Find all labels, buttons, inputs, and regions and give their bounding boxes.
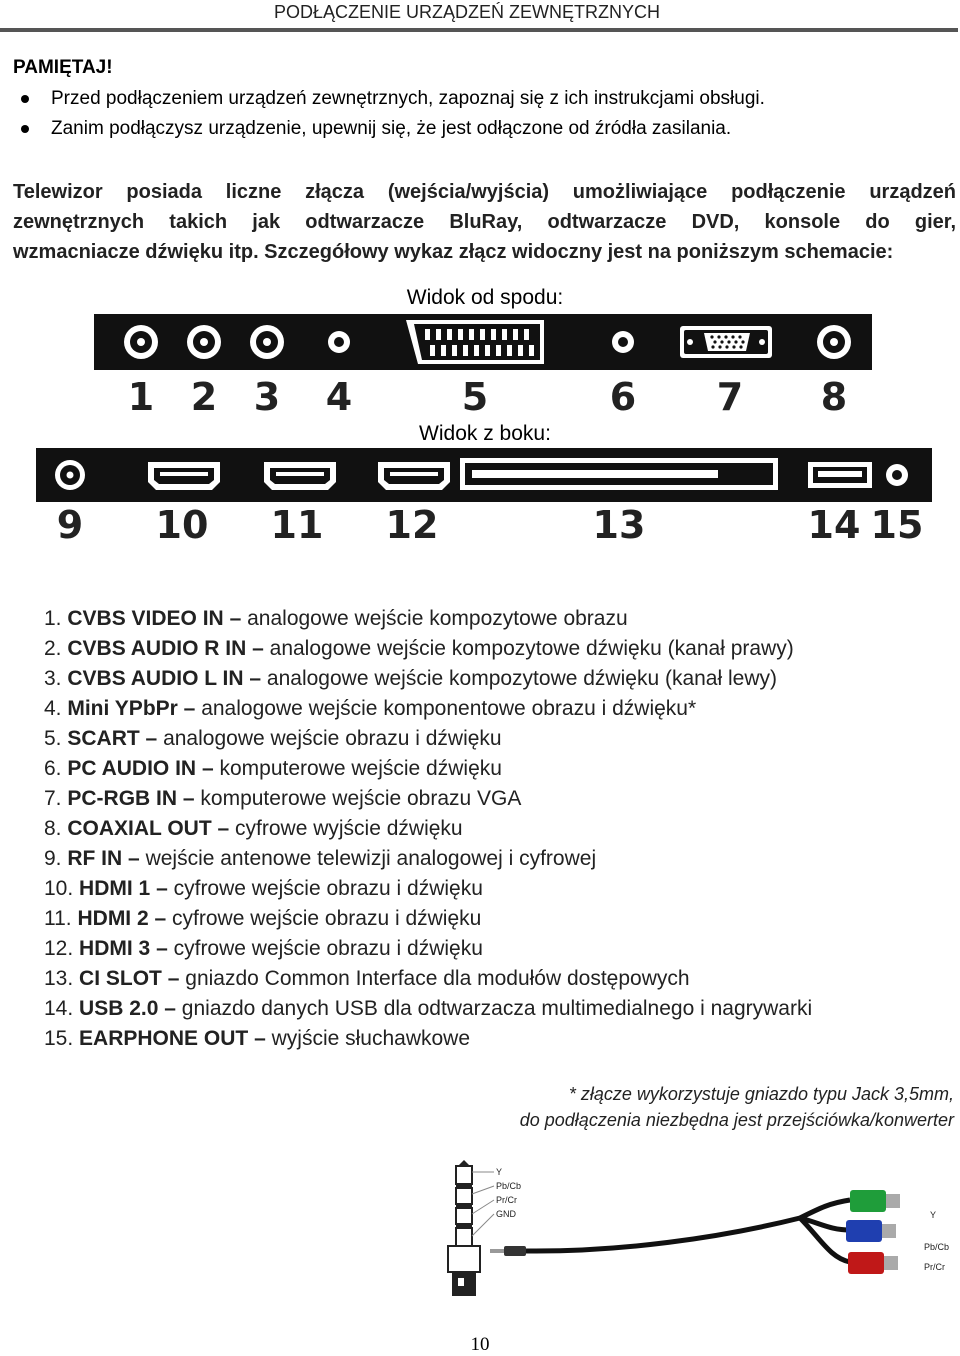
hdmi-1-socket-icon <box>148 462 220 490</box>
connector-number: 3 <box>253 375 281 419</box>
list-item: 10. HDMI 1 – cyfrowe wejście obrazu i dźwięku <box>44 877 483 900</box>
side-view-caption: Widok z boku: <box>419 422 551 445</box>
list-item: 7. PC-RGB IN – komputerowe wejście obrazu VGA <box>44 787 522 810</box>
ypbpr-adapter-cable-image <box>420 1158 950 1308</box>
list-item: 13. CI SLOT – gniazdo Common Interface dla modułów dostępowych <box>44 967 690 990</box>
hdmi-2-socket-icon <box>264 462 336 490</box>
jack-pin-label: Pr/Cr <box>496 1195 517 1205</box>
connector-number: 12 <box>385 503 439 547</box>
reminder-bullet <box>13 118 731 140</box>
connector-number: 2 <box>190 375 218 419</box>
rca-plug-green-icon <box>850 1190 900 1212</box>
connector-number: 5 <box>461 375 489 419</box>
connector-number: 11 <box>270 503 324 547</box>
connector-number: 1 <box>127 375 155 419</box>
jack-pin-label: Y <box>496 1167 503 1177</box>
intro-line: wzmacniacze dźwięku itp. Szczegółowy wykaz złącz widoczny jest na poniższym schemacie: <box>13 241 894 263</box>
jack-pin-label: GND <box>496 1209 516 1219</box>
hdmi-3-socket-icon <box>378 462 450 490</box>
footnote-line: * złącze wykorzystuje gniazdo typu Jack 3,5mm, <box>568 1084 954 1104</box>
connector-number: 14 <box>807 503 861 547</box>
list-item: 8. COAXIAL OUT – cyfrowe wyjście dźwięku <box>44 817 463 840</box>
rca-jack-3-icon <box>250 325 284 359</box>
rca-plug-red-icon <box>848 1252 898 1274</box>
list-item: 15. EARPHONE OUT – wyjście słuchawkowe <box>44 1027 471 1050</box>
ci-slot-icon <box>460 458 778 490</box>
list-item: 11. HDMI 2 – cyfrowe wejście obrazu i dźwięku <box>44 907 482 930</box>
scart-socket-icon <box>406 320 544 364</box>
bullet-icon <box>21 95 29 103</box>
list-item: 6. PC AUDIO IN – komputerowe wejście dźwięku <box>44 757 502 780</box>
intro-line: Telewizor posiada liczne złącza (wejścia/wyjścia) umożliwiające podłączenie urządzeń <box>13 181 956 203</box>
jack-plug-diagram-icon <box>448 1160 521 1296</box>
mini-jack-plug-icon <box>490 1218 800 1256</box>
connector-number: 10 <box>155 503 209 547</box>
reminder-title: PAMIĘTAJ! <box>13 57 113 78</box>
bullet-text: Zanim podłączysz urządzenie, upewnij się, że jest odłączone od źródła zasilania. <box>51 118 732 139</box>
jack-pin-label: Pb/Cb <box>496 1181 522 1191</box>
connector-number: 7 <box>716 375 744 419</box>
connector-number: 4 <box>325 375 353 419</box>
intro-paragraph <box>13 177 956 267</box>
mini-jack-4-icon <box>328 331 350 353</box>
mini-jack-6-icon <box>612 331 634 353</box>
list-item: 14. USB 2.0 – gniazdo danych USB dla odtwarzacza multimedialnego i nagrywarki <box>44 997 813 1020</box>
list-item: 12. HDMI 3 – cyfrowe wejście obrazu i dźwięku <box>44 937 483 960</box>
rca-plug-blue-icon <box>846 1220 896 1242</box>
rf-socket-icon <box>55 460 85 490</box>
rca-label: Pb/Cb <box>924 1242 950 1252</box>
list-item: 4. Mini YPbPr – analogowe wejście komponentowe obrazu i dźwięku* <box>44 697 697 720</box>
earphone-jack-icon <box>886 464 908 486</box>
footnote-line: do podłączenia niezbędna jest przejściówka/konwerter <box>519 1110 954 1130</box>
footnote <box>520 1081 954 1133</box>
bullet-text: Przed podłączeniem urządzeń zewnętrznych, zapoznaj się z ich instrukcjami obsługi. <box>51 88 765 109</box>
connector-number: 9 <box>56 503 84 547</box>
connector-number: 8 <box>820 375 848 419</box>
vga-socket-icon <box>680 326 772 358</box>
connector-number: 13 <box>592 503 646 547</box>
list-item: 2. CVBS AUDIO R IN – analogowe wejście kompozytowe dźwięku (kanał prawy) <box>44 637 794 660</box>
connector-list <box>44 604 812 1054</box>
rca-label: Pr/Cr <box>924 1262 945 1272</box>
page-number: 10 <box>470 1334 490 1355</box>
header-title: PODŁĄCZENIE URZĄDZEŃ ZEWNĘTRZNYCH <box>273 2 660 22</box>
page-header <box>0 0 958 32</box>
list-item: 9. RF IN – wejście antenowe telewizji analogowej i cyfrowej <box>44 847 597 870</box>
intro-line: zewnętrznych takich jak odtwarzacze BluRay, odtwarzacze DVD, konsole do gier, <box>13 211 956 233</box>
list-item: 5. SCART – analogowe wejście obrazu i dźwięku <box>44 727 502 750</box>
bullet-icon <box>21 125 29 133</box>
list-item: 1. CVBS VIDEO IN – analogowe wejście kompozytowe obrazu <box>44 607 628 630</box>
rca-label: Y <box>930 1210 937 1220</box>
bottom-view-caption: Widok od spodu: <box>406 286 564 309</box>
usb-socket-icon <box>808 462 872 488</box>
coaxial-jack-8-icon <box>817 325 851 359</box>
reminder-bullet <box>13 88 765 110</box>
connector-number: 15 <box>870 503 924 547</box>
list-item: 3. CVBS AUDIO L IN – analogowe wejście kompozytowe dźwięku (kanał lewy) <box>44 667 777 690</box>
rca-jack-1-icon <box>124 325 158 359</box>
rca-jack-2-icon <box>187 325 221 359</box>
connector-number: 6 <box>609 375 637 419</box>
